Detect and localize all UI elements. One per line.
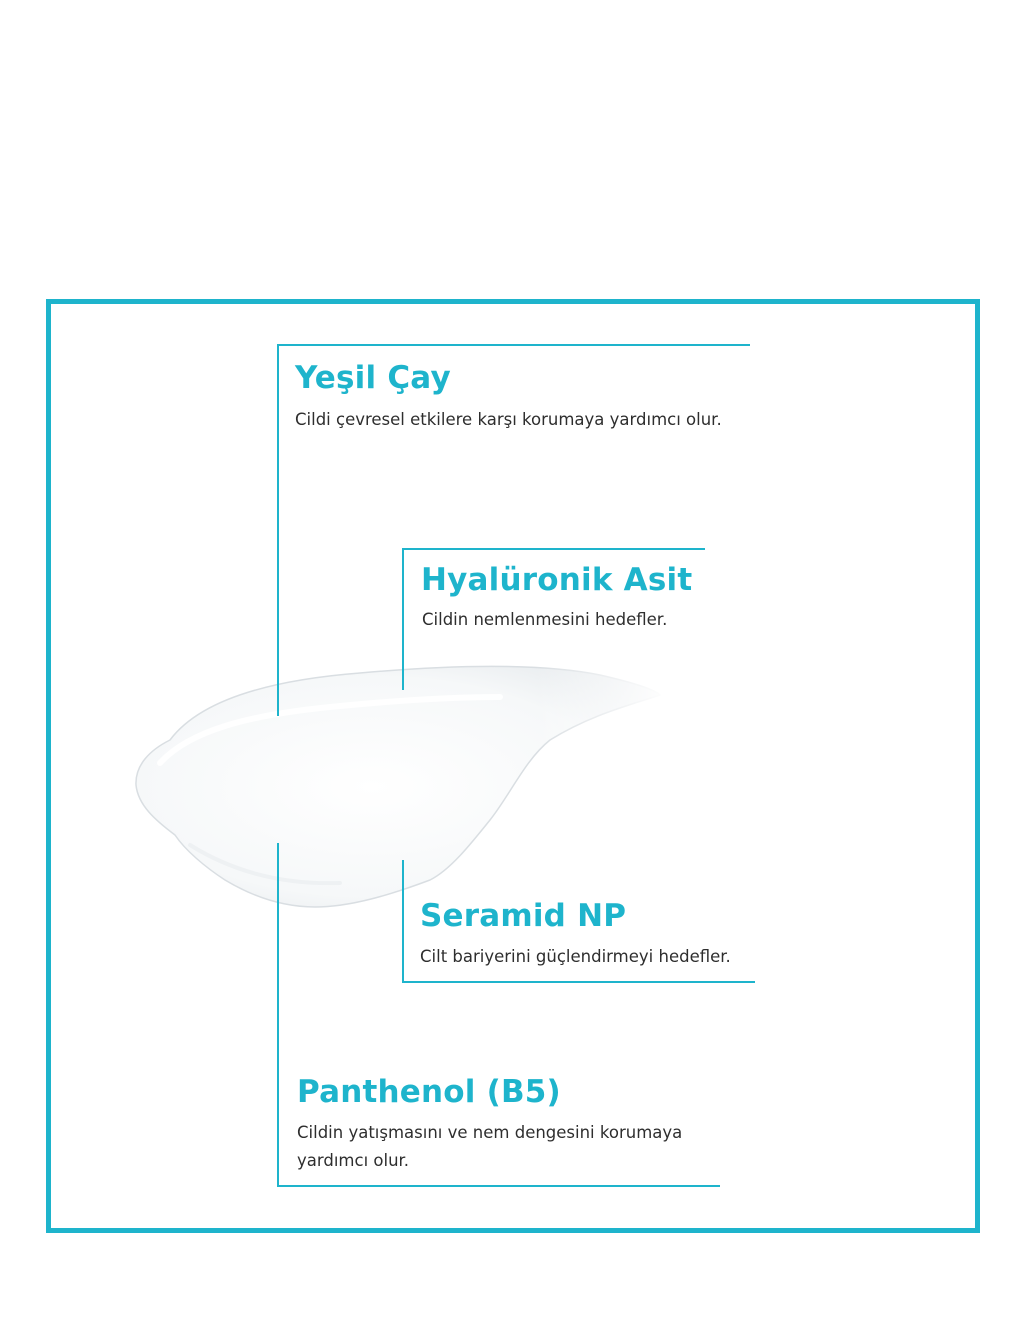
- ingredient-desc-panthenol-line-2: yardımcı olur.: [297, 1151, 410, 1170]
- ingredient-desc-panthenol-line-1: Cildin yatışmasını ve nem dengesini korumaya: [297, 1123, 683, 1142]
- ingredient-title-panthenol: Panthenol (B5): [297, 1074, 561, 1110]
- ingredient-3-side-line: [402, 860, 404, 983]
- ingredient-3-bottom-line: [402, 981, 755, 983]
- ingredient-desc-yesil-cay: Cildi çevresel etkilere karşı korumaya yardımcı olur.: [295, 410, 722, 429]
- ingredient-desc-hyaluronik-asit: Cildin nemlenmesini hedefler.: [422, 610, 668, 629]
- ingredient-4-bottom-line: [277, 1185, 720, 1187]
- ingredient-1-top-line: [277, 344, 750, 346]
- ingredient-title-seramid-np: Seramid NP: [420, 898, 627, 934]
- ingredient-title-yesil-cay: Yeşil Çay: [295, 360, 451, 396]
- ingredient-1-side-line: [277, 344, 279, 716]
- ingredient-desc-seramid-np: Cilt bariyerini güçlendirmeyi hedefler.: [420, 947, 731, 966]
- ingredient-2-side-line: [402, 548, 404, 690]
- ingredient-2-top-line: [402, 548, 705, 550]
- ingredient-title-hyaluronik-asit: Hyalüronik Asit: [421, 562, 693, 598]
- ingredient-4-side-line: [277, 843, 279, 1187]
